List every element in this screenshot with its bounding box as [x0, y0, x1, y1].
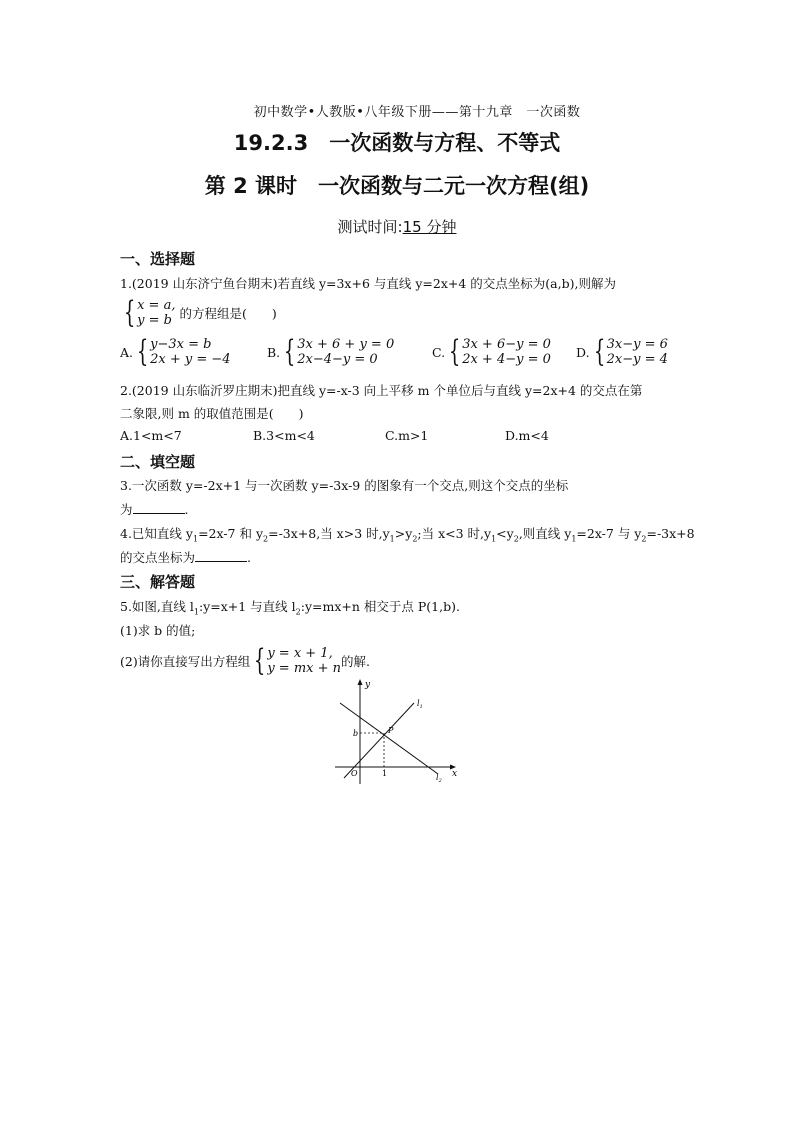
q2-option-d[interactable]: D.m<4 [505, 428, 549, 443]
l1-label: $l_1$ [417, 699, 423, 710]
q2-option-a[interactable]: A.1<m<7 [120, 428, 182, 443]
q1-tail: 的方程组是( ) [179, 306, 277, 321]
test-time [0, 216, 794, 237]
q1-system-row2: y = b [137, 313, 172, 328]
q2-option-b[interactable]: B.3<m<4 [253, 428, 315, 443]
section-fill-title: 二、填空题 [120, 453, 196, 471]
q1-option-c[interactable]: C. { 3x + 6−y = 0 2x + 4−y = 0 [432, 334, 551, 369]
section-answer-title: 三、解答题 [120, 573, 196, 591]
test-time-value: 15 分钟 [402, 218, 457, 236]
y-axis-label: y [365, 680, 371, 690]
section-choice-title: 一、选择题 [120, 250, 196, 268]
q1-option-b[interactable]: B. { 3x + 6 + y = 0 2x−4−y = 0 [267, 334, 395, 369]
q5-part1: (1)求 b 的值; [120, 623, 196, 638]
q1-option-d[interactable]: D. { 3x−y = 6 2x−y = 4 [576, 334, 668, 369]
b-label: b [353, 729, 359, 738]
q2-option-c[interactable]: C.m>1 [385, 428, 429, 443]
q1-text: 1.(2019 山东济宁鱼台期末)若直线 y=3x+6 与直线 y=2x+4 的交点坐标为(a,b),则解为 [120, 276, 616, 291]
one-label: 1 [382, 769, 388, 778]
q4-line2: 的交点坐标为 . [120, 550, 251, 565]
q3-line1: 3.一次函数 y=-2x+1 与一次函数 y=-3x-9 的图象有一个交点,则这个交点的坐标 [120, 478, 569, 493]
q1-system-line [120, 295, 277, 330]
p-label: P [388, 726, 394, 735]
q3-line2: 为 . [120, 502, 189, 517]
q4-line1: 4.已知直线 $y_1=2x-7$ 和 $y_2=-3x+8$,当 x>3 时$,y_1>y_2$;当 x<3 时$,y_1<y_2$,则直线 $y_1=2x-7$ 与 $y_2=-3x+8$ [120, 526, 695, 544]
q1-system: { x = a, y = b [123, 295, 176, 330]
lesson-title: 19.2.3 一次函数与方程、不等式 [233, 131, 561, 155]
l2-label: $l_2$ [436, 773, 442, 784]
q2-line1: 2.(2019 山东临沂罗庄期末)把直线 y=-x-3 向上平移 m 个单位后与直线 y=2x+4 的交点在第 [120, 383, 643, 398]
page-header: 初中数学•人教版•八年级下册——第十九章 一次函数 [253, 105, 581, 120]
q5-system: { y = x + 1, y = mx + n [254, 643, 342, 678]
test-time-label: 测试时间: [337, 218, 403, 236]
q3-answer-blank[interactable] [133, 501, 185, 514]
line-l2 [340, 703, 438, 774]
y-axis-arrow [358, 679, 363, 685]
q1-option-a[interactable]: A. { y−3x = b 2x + y = −4 [120, 334, 231, 369]
x-axis-label: x [452, 769, 458, 779]
q2-line2: 二象限,则 m 的取值范围是( ) [120, 406, 304, 421]
origin-label: O [351, 769, 358, 778]
q1-system-row1: x = a, [137, 298, 176, 313]
lesson-subtitle: 第 2 课时 一次函数与二元一次方程(组) [204, 174, 590, 198]
q5-figure [330, 676, 460, 788]
q5-line1: 5.如图,直线 $l_1:y=x+1$ 与直线 $l_2:y=mx+n$ 相交于点 P(1,b). [120, 599, 460, 617]
q5-part2: (2)请你直接写出方程组 { y = x + 1, y = mx + n 的解. [120, 643, 370, 678]
q4-answer-blank[interactable] [195, 549, 247, 562]
